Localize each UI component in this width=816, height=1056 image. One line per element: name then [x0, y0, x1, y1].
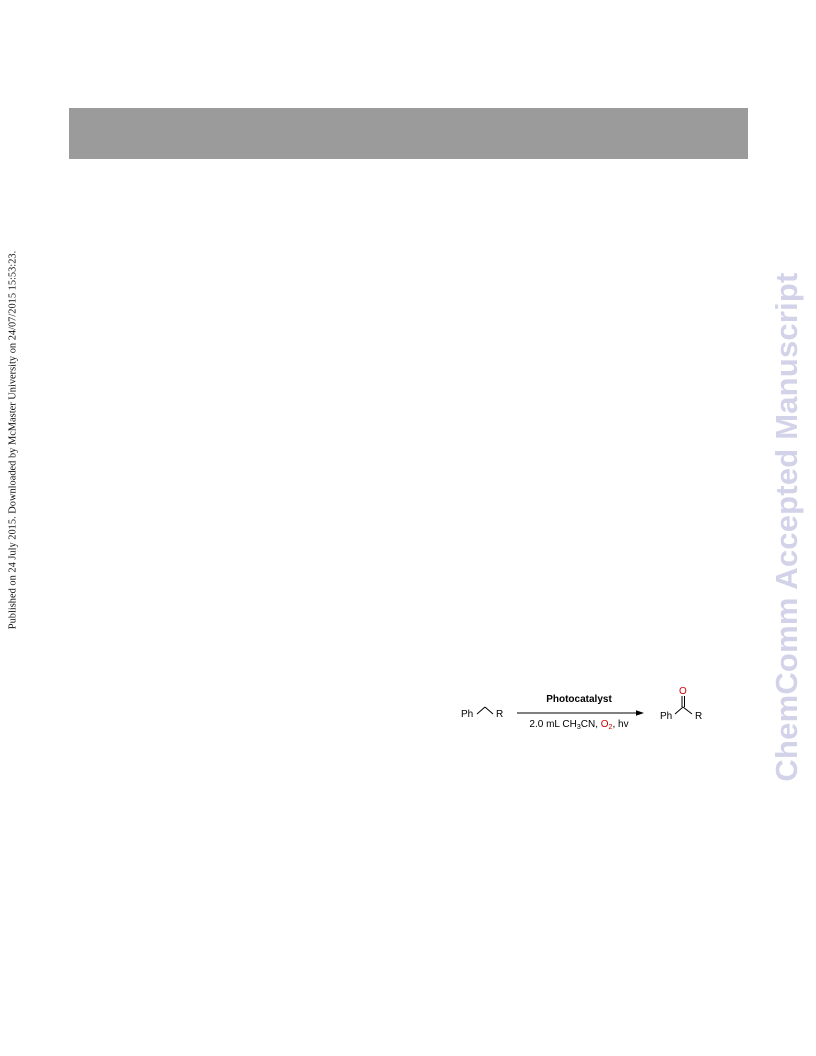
- conditions-solvent: CN,: [580, 719, 598, 730]
- conditions-subscript-3: 3: [576, 724, 581, 731]
- conditions-oxygen-main: O: [600, 719, 609, 730]
- product-bond-1: [675, 707, 683, 714]
- product-bond-2: [683, 707, 692, 714]
- product-oxygen-label: O: [679, 686, 687, 697]
- conditions-volume: 2.0 mL CH: [529, 719, 577, 730]
- header-band: [69, 108, 748, 159]
- product-ph-label: Ph: [660, 711, 673, 722]
- reactant-r-label: R: [496, 709, 504, 720]
- reaction-scheme: [455, 683, 720, 735]
- reaction-arrow-head: [636, 710, 644, 716]
- conditions-oxygen: [601, 719, 613, 730]
- reactant-ph-label: Ph: [461, 709, 474, 720]
- conditions-oxygen-sub: 2: [608, 724, 613, 731]
- conditions-label: [517, 719, 641, 731]
- reactant-bond-1: [477, 707, 485, 714]
- catalyst-label: Photocatalyst: [546, 694, 612, 705]
- reactant-bond-2: [485, 707, 493, 714]
- product-r-label: R: [695, 711, 703, 722]
- conditions-light: , hv: [612, 719, 629, 730]
- watermark-text: ChemComm Accepted Manuscript: [769, 272, 804, 782]
- download-notice-text: Published on 24 July 2015. Downloaded by McMaster University on 24/07/2015 15:53:23.: [7, 250, 19, 630]
